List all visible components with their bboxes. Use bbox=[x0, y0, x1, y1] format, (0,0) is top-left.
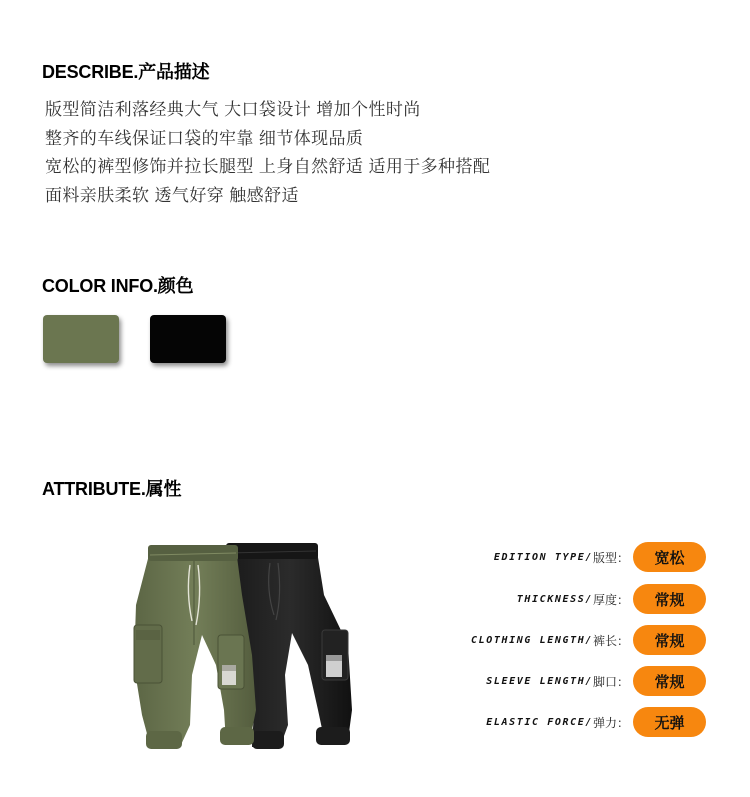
attribute-label-zh: 弹力： bbox=[592, 715, 629, 730]
attribute-label-zh: 脚口： bbox=[592, 674, 629, 689]
attribute-row-elastic-force bbox=[486, 707, 706, 737]
product-image-pants bbox=[120, 535, 370, 765]
describe-title: DESCRIBE.产品描述 bbox=[42, 62, 210, 82]
attribute-row-clothing-length bbox=[471, 625, 706, 655]
attribute-value-badge: 无弹 bbox=[633, 707, 706, 737]
attribute-value-badge: 常规 bbox=[633, 584, 706, 614]
description-line: 宽松的裤型修饰并拉长腿型 上身自然舒适 适用于多种搭配 bbox=[45, 157, 491, 176]
attribute-label-en: ELASTIC FORCE/ bbox=[486, 716, 593, 728]
attribute-value-badge: 宽松 bbox=[633, 542, 706, 572]
attribute-title: ATTRIBUTE.属性 bbox=[42, 479, 182, 499]
description-line: 面料亲肤柔软 透气好穿 触感舒适 bbox=[45, 185, 299, 205]
color-swatch-army-green[interactable] bbox=[43, 315, 119, 363]
attribute-label-zh: 裤长： bbox=[592, 633, 629, 648]
description-line: 版型简洁利落经典大气 大口袋设计 增加个性时尚 bbox=[45, 100, 421, 119]
attribute-row-sleeve-length bbox=[486, 666, 706, 696]
attribute-row-thickness bbox=[517, 584, 706, 614]
description-line: 整齐的车线保证口袋的牢靠 细节体现品质 bbox=[45, 128, 364, 148]
attribute-label-en: EDITION TYPE/ bbox=[493, 551, 593, 563]
description-text bbox=[45, 96, 490, 210]
color-info-title: COLOR INFO.颜色 bbox=[42, 276, 194, 296]
pants-illustration bbox=[120, 535, 370, 765]
green-pants bbox=[134, 545, 256, 749]
color-swatch-black[interactable] bbox=[150, 315, 226, 363]
attribute-label-en: CLOTHING LENGTH/ bbox=[471, 634, 593, 646]
attribute-value-badge: 常规 bbox=[633, 666, 706, 696]
attribute-label-zh: 厚度： bbox=[592, 592, 629, 607]
attribute-label-zh: 版型： bbox=[592, 550, 629, 565]
attribute-label-en: SLEEVE LENGTH/ bbox=[486, 675, 593, 687]
attribute-label-en: THICKNESS/ bbox=[516, 593, 593, 605]
attribute-value-badge: 常规 bbox=[633, 625, 706, 655]
attribute-row-edition-type bbox=[494, 542, 706, 572]
